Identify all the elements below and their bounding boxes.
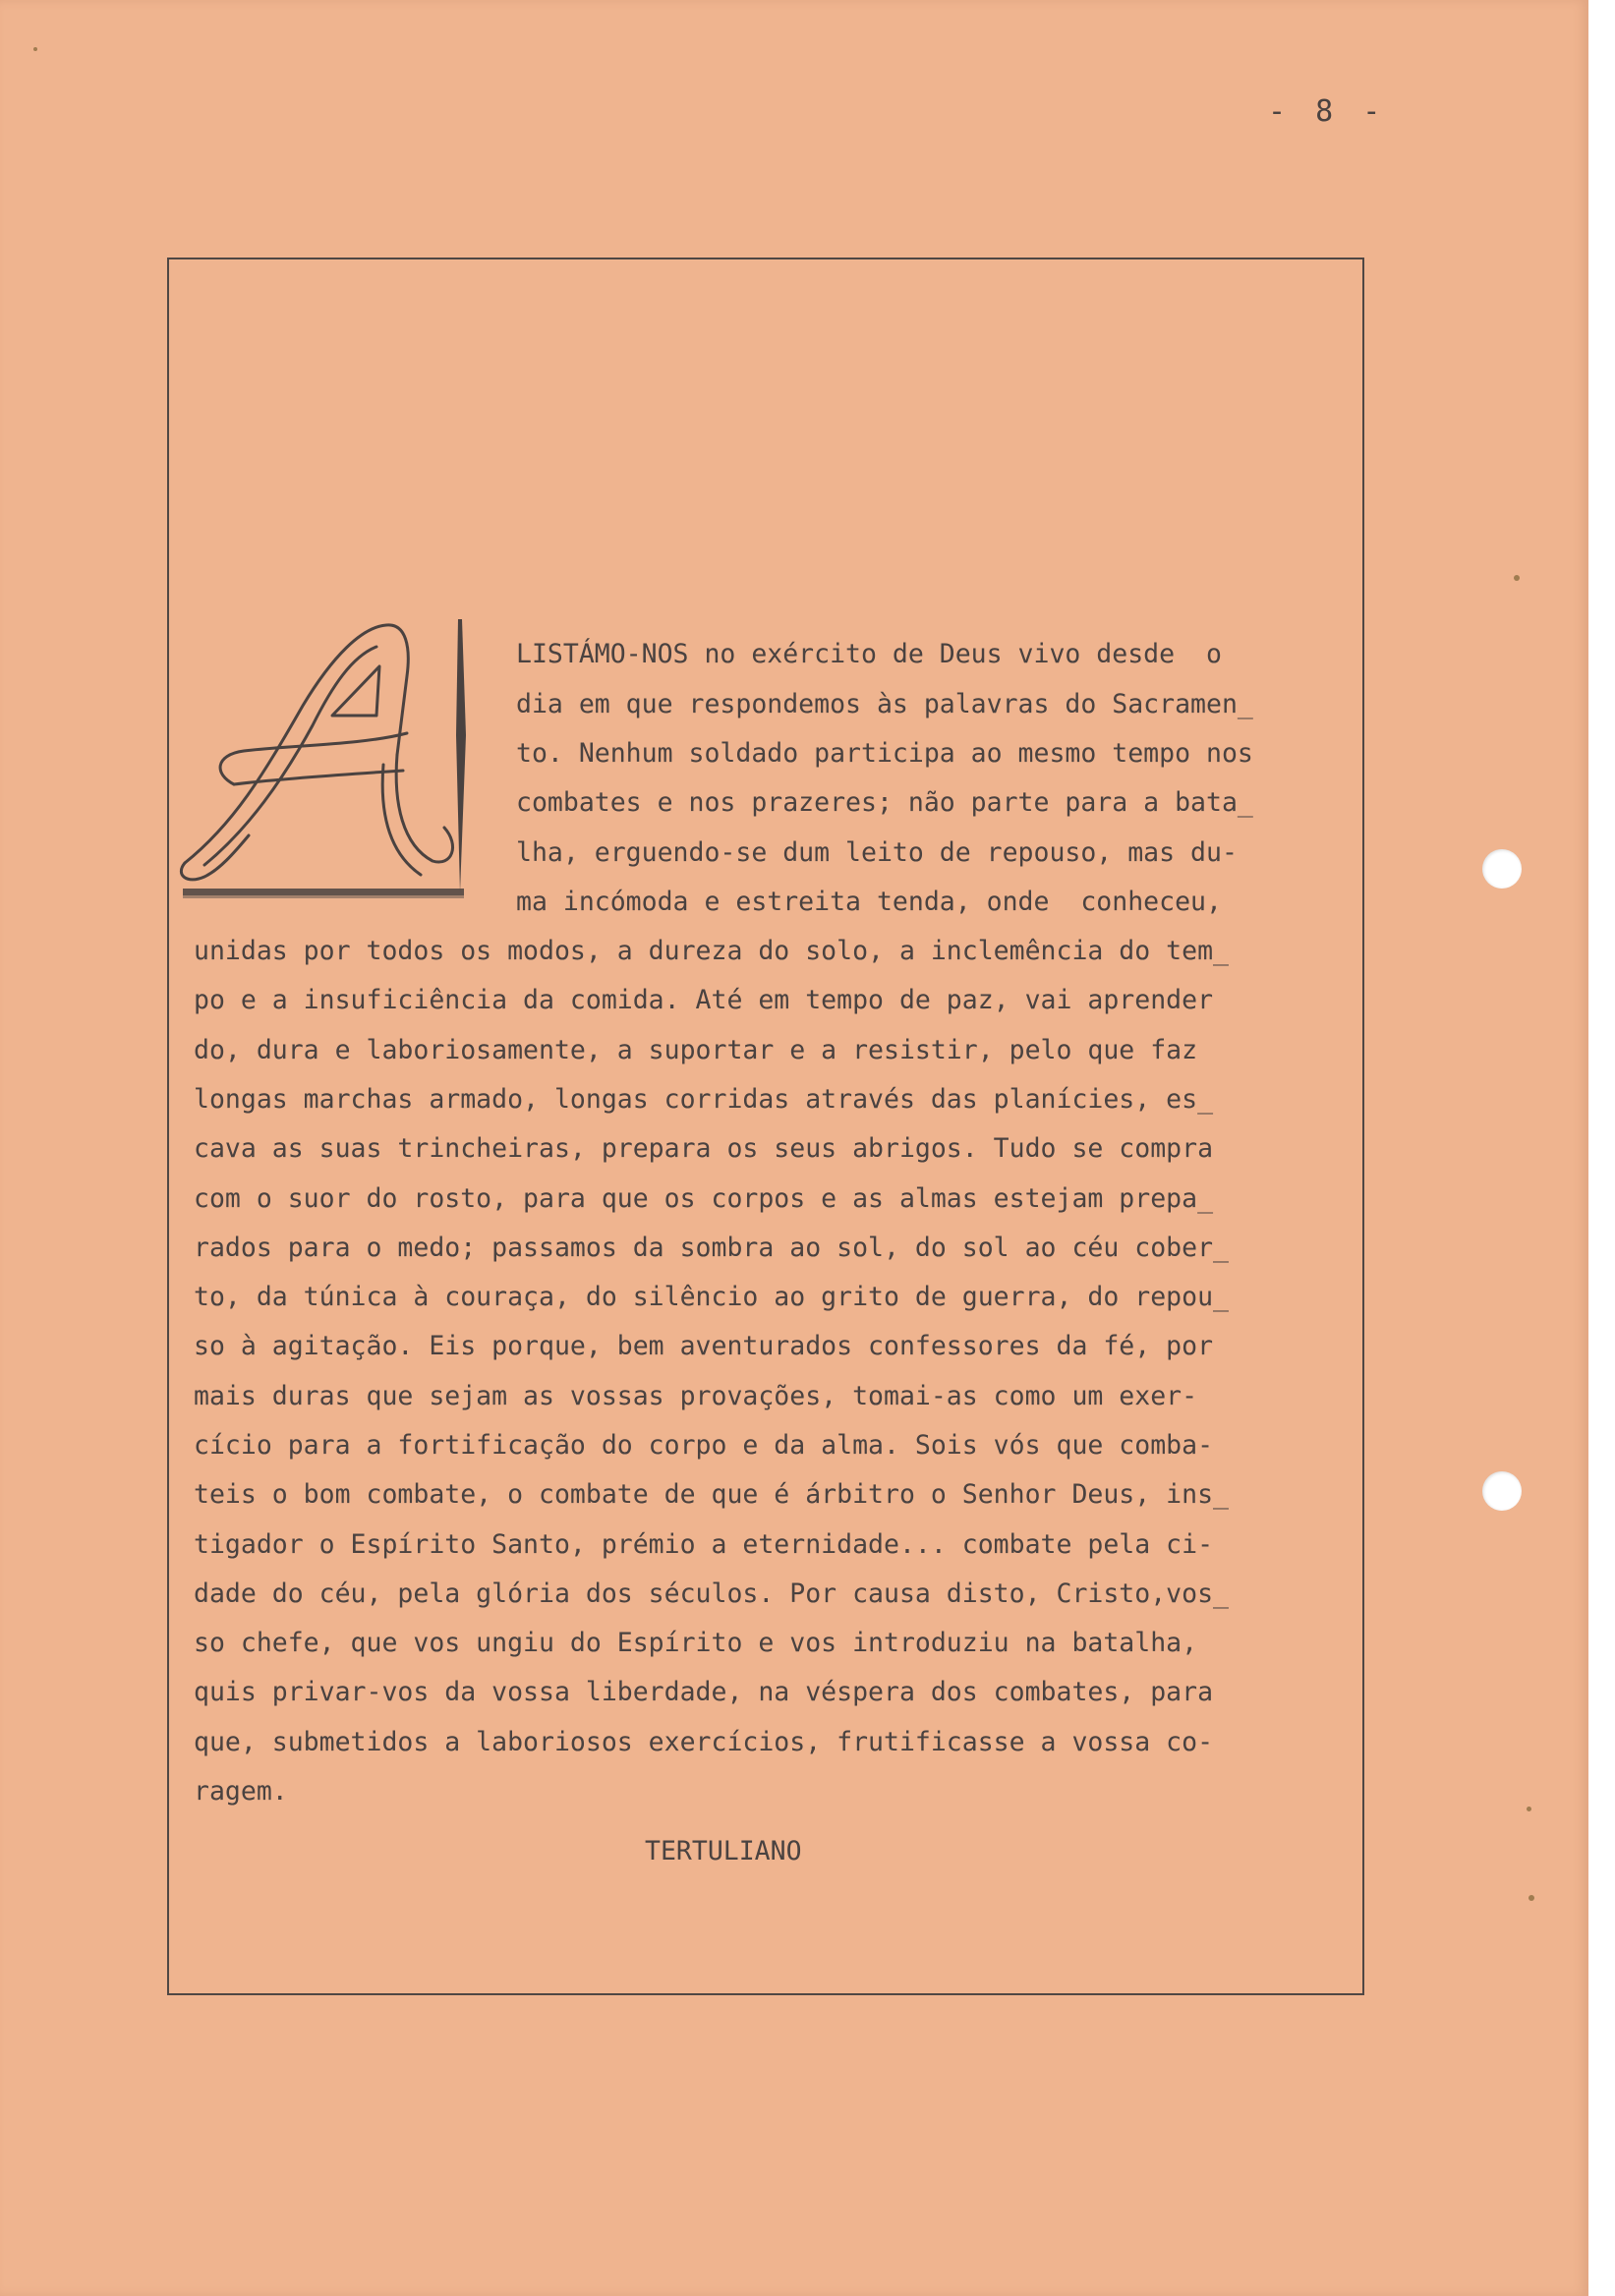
text-line: mais duras que sejam as vossas provações, tomai-as como um exer-	[194, 1381, 1198, 1411]
text-line: to, da túnica à couraça, do silêncio ao grito de guerra, do repou_	[194, 1282, 1229, 1312]
punch-hole	[1482, 849, 1522, 889]
text-line: so chefe, que vos ungiu do Espírito e vos introduziu na batalha,	[194, 1628, 1198, 1658]
text-line: que, submetidos a laboriosos exercícios, frutificasse a vossa co-	[194, 1727, 1214, 1757]
punch-hole	[1482, 1471, 1522, 1511]
text-line: do, dura e laboriosamente, a suportar e a resistir, pelo que faz	[194, 1035, 1198, 1065]
text-line: unidas por todos os modos, a dureza do solo, a inclemência do tem_	[194, 936, 1229, 966]
text-line: po e a insuficiência da comida. Até em tempo de paz, vai aprender	[194, 985, 1214, 1015]
paper-speck	[33, 47, 37, 51]
paper-speck	[1528, 1895, 1534, 1901]
paper-speck	[1514, 575, 1520, 581]
text-line: ma incómoda e estreita tenda, onde conheceu,	[516, 887, 1222, 917]
text-line: cício para a fortificação do corpo e da alma. Sois vós que comba-	[194, 1430, 1214, 1461]
text-line: longas marchas armado, longas corridas através das planícies, es_	[194, 1084, 1214, 1115]
text-line: com o suor do rosto, para que os corpos e as almas estejam prepa_	[194, 1183, 1214, 1214]
text-line: teis o bom combate, o combate de que é árbitro o Senhor Deus, ins_	[194, 1479, 1229, 1510]
ornate-letter-a-icon	[175, 617, 470, 902]
text-line: tigador o Espírito Santo, prémio a eternidade... combate pela ci-	[194, 1529, 1214, 1560]
text-line: LISTÁMO-NOS no exército de Deus vivo desde o	[516, 639, 1222, 669]
text-line: cava as suas trincheiras, prepara os seus abrigos. Tudo se compra	[194, 1133, 1214, 1164]
text-line: to. Nenhum soldado participa ao mesmo tempo nos	[516, 738, 1253, 769]
page-number: - 8 -	[1268, 94, 1387, 129]
text-line: so à agitação. Eis porque, bem aventurados confessores da fé, por	[194, 1331, 1214, 1361]
text-line: quis privar-vos da vossa liberdade, na véspera dos combates, para	[194, 1677, 1214, 1707]
text-line: dade do céu, pela glória dos séculos. Por causa disto, Cristo,vos_	[194, 1578, 1229, 1609]
text-line: lha, erguendo-se dum leito de repouso, mas du-	[516, 837, 1238, 868]
paper-speck	[1527, 1807, 1531, 1811]
text-line: dia em que respondemos às palavras do Sacramen_	[516, 689, 1253, 719]
text-line: combates e nos prazeres; não parte para a bata_	[516, 787, 1253, 818]
author-signature: TERTULIANO	[645, 1836, 802, 1866]
text-line: ragem.	[194, 1776, 288, 1807]
text-line: rados para o medo; passamos da sombra ao sol, do sol ao céu cober_	[194, 1233, 1229, 1263]
text-frame	[167, 258, 1364, 1995]
